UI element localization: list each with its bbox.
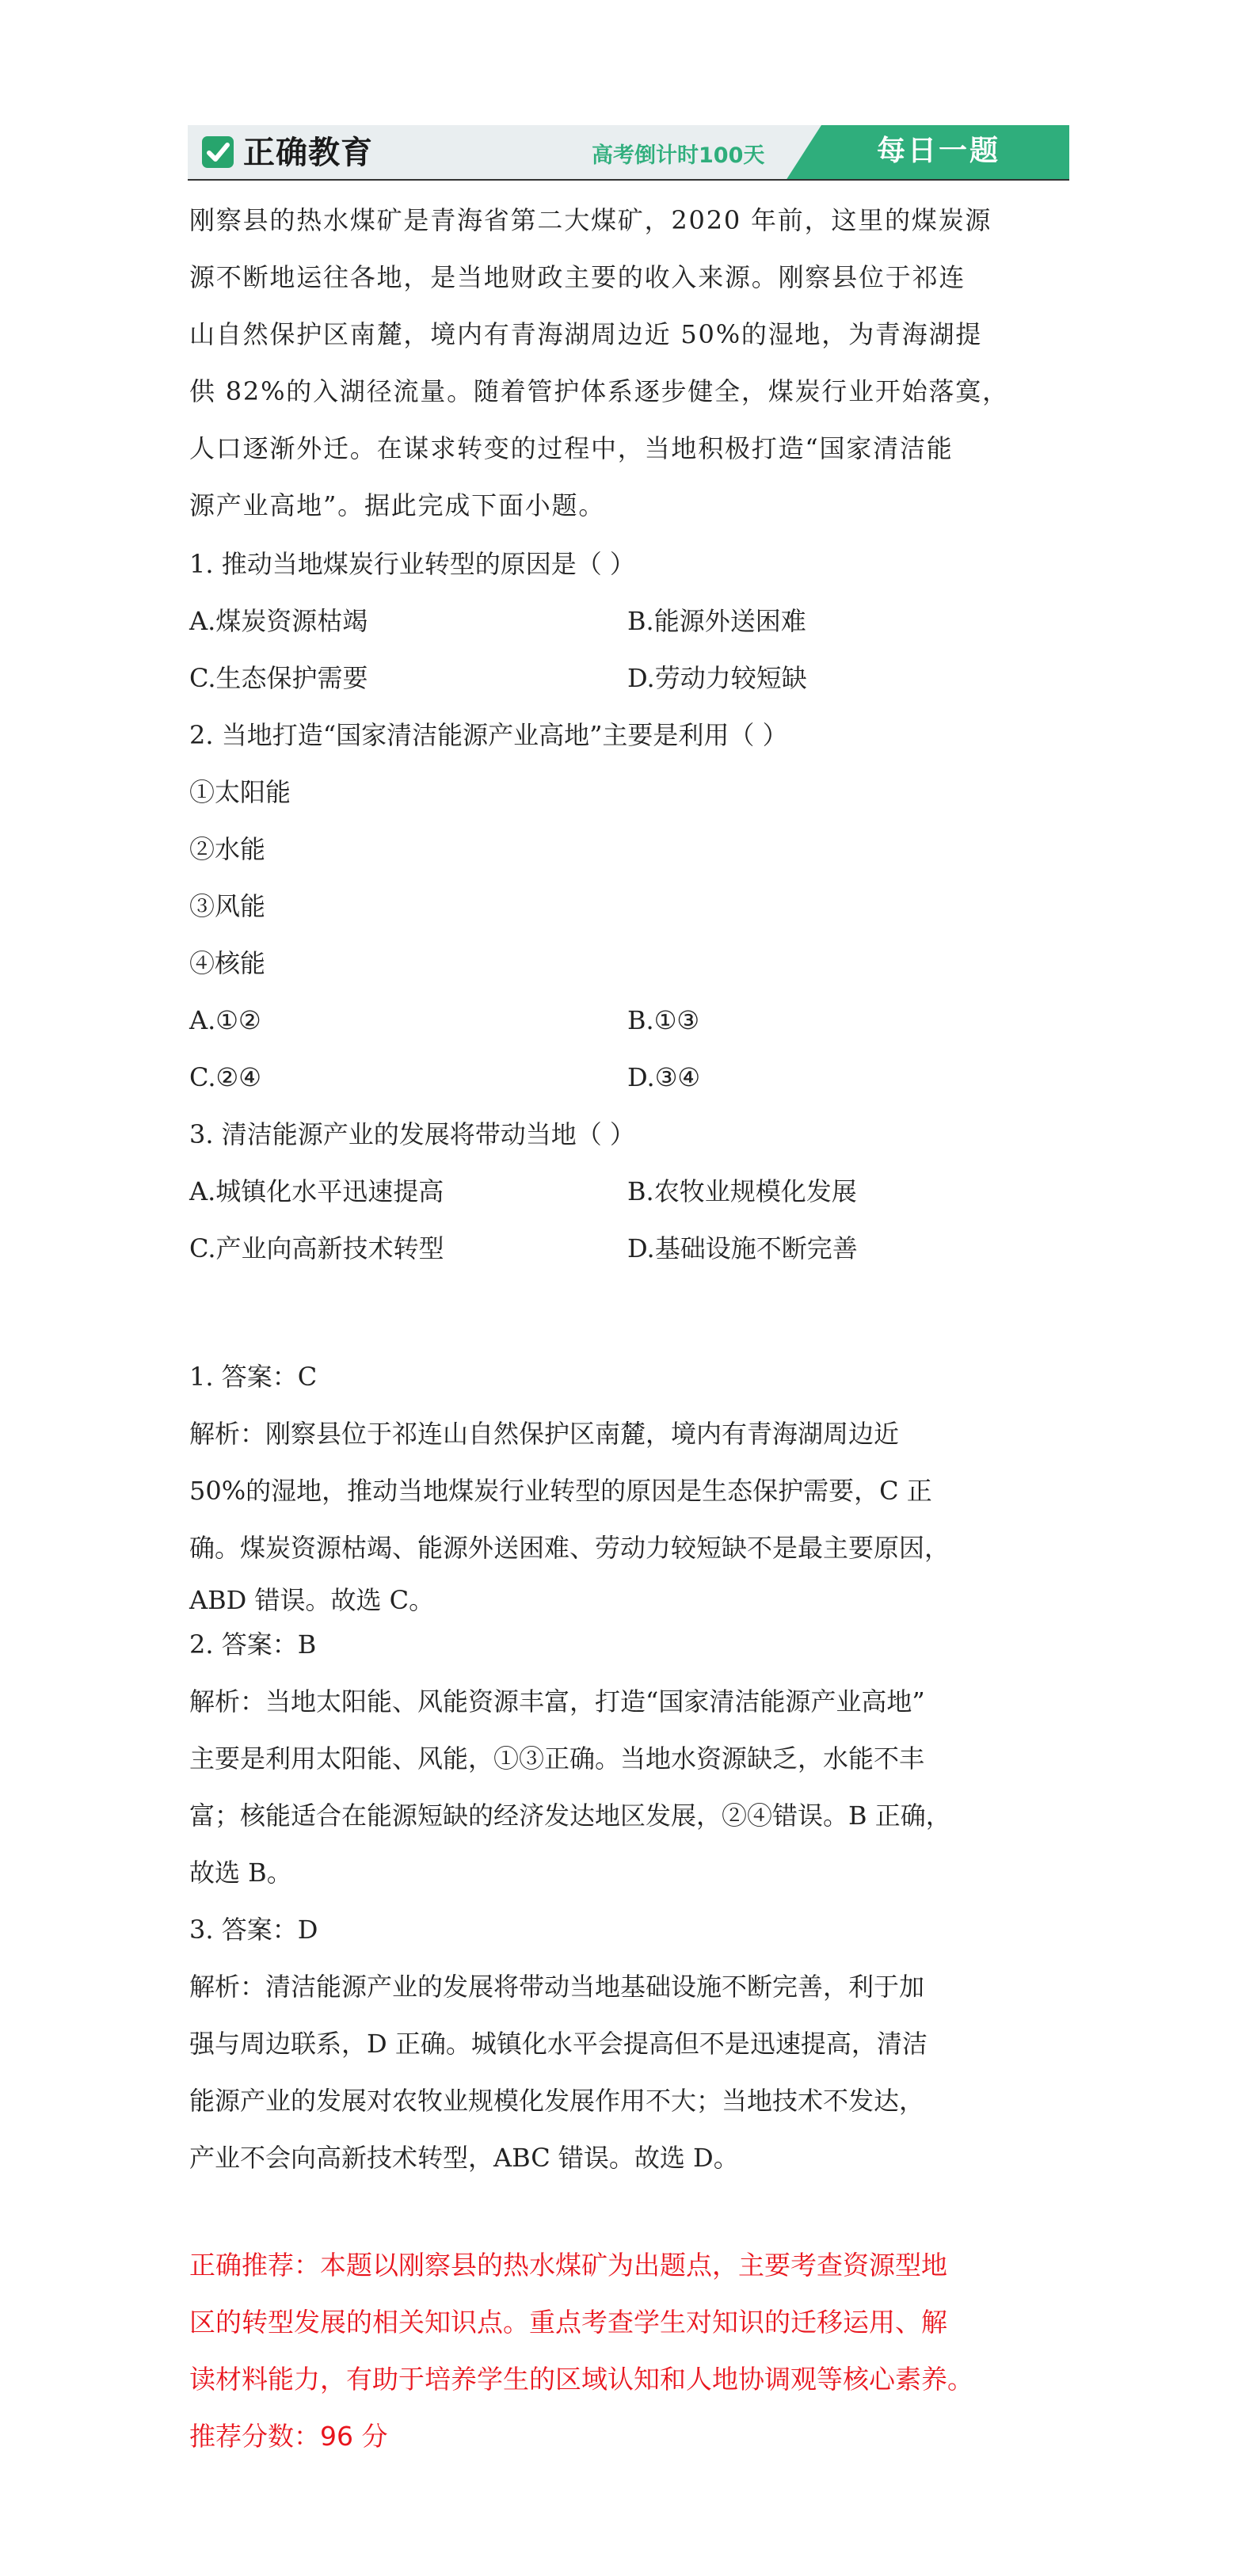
header-banner: [188, 125, 1069, 181]
question-2-stem: 2. 当地打造“国家清洁能源产业高地”主要是利用（ ）: [189, 720, 788, 750]
question-2-option-b: B.①③: [627, 1005, 700, 1035]
recommendation-line: 区的转型发展的相关知识点。重点考查学生对知识的迁移运用、解: [189, 2307, 947, 2338]
question-1-option-a: A.煤炭资源枯竭: [189, 606, 368, 636]
question-2-option-d: D.③④: [627, 1062, 701, 1092]
passage-line: 源产业高地”。据此完成下面小题。: [189, 490, 606, 520]
answer-1-explanation-line: 解析：刚察县位于祁连山自然保护区南麓，境内有青海湖周边近: [189, 1419, 900, 1449]
passage-line: 供 82%的入湖径流量。随着管护体系逐步健全，煤炭行业开始落寞，: [189, 376, 1009, 406]
question-3-option-b: B.农牧业规模化发展: [627, 1176, 857, 1206]
question-2-item: ④核能: [189, 948, 266, 978]
answer-2-explanation-line: 故选 B。: [189, 1858, 292, 1888]
answer-3-explanation-line: 强与周边联系，D 正确。城镇化水平会提高但不是迅速提高，清洁: [189, 2029, 928, 2059]
answer-2-block: [189, 1616, 1068, 1901]
question-2-item: ①太阳能: [189, 777, 291, 807]
question-3-option-d: D.基础设施不断完善: [627, 1233, 858, 1263]
question-1-option-b: B.能源外送困难: [627, 606, 806, 636]
question-2-item: ②水能: [189, 834, 266, 864]
answer-1-title: 1. 答案：C: [189, 1362, 318, 1392]
answer-3-explanation-line: 产业不会向高新技术转型，ABC 错误。故选 D。: [189, 2143, 739, 2173]
passage-line: 山自然保护区南麓，境内有青海湖周边近 50%的湿地，为青海湖提: [189, 319, 983, 349]
question-2-item: ③风能: [189, 891, 266, 921]
question-2-option-a: A.①②: [189, 1005, 261, 1035]
passage-line: 刚察县的热水煤矿是青海省第二大煤矿，2020 年前，这里的煤炭源: [189, 205, 992, 235]
answer-1-explanation-line: 确。煤炭资源枯竭、能源外送困难、劳动力较短缺不是最主要原因，: [189, 1533, 950, 1563]
question-1-option-d: D.劳动力较短缺: [627, 663, 807, 693]
answer-3-explanation-line: 能源产业的发展对农牧业规模化发展作用不大；当地技术不发达，: [189, 2086, 925, 2116]
question-3-option-c: C.产业向高新技术转型: [189, 1233, 444, 1263]
answer-3-block: [189, 1901, 1068, 2186]
passage-line: 人口逐渐外迁。在谋求转变的过程中，当地积极打造“国家清洁能: [189, 433, 954, 463]
answer-2-explanation-line: 主要是利用太阳能、风能，①③正确。当地水资源缺乏，水能不丰: [189, 1743, 925, 1774]
answer-2-explanation-line: 解析：当地太阳能、风能资源丰富，打造“国家清洁能源产业高地”: [189, 1686, 925, 1717]
question-1-stem: 1. 推动当地煤炭行业转型的原因是（ ）: [189, 549, 635, 579]
answer-3-explanation-line: 解析：清洁能源产业的发展将带动当地基础设施不断完善，利于加: [189, 1972, 925, 2002]
recommendation-score: 推荐分数：96 分: [189, 2421, 388, 2452]
daily-question-label: 每日一题: [877, 135, 1001, 167]
answer-2-explanation-line: 富；核能适合在能源短缺的经济发达地区发展，②④错误。B 正确，: [189, 1801, 951, 1831]
answer-2-title: 2. 答案：B: [189, 1629, 317, 1660]
brand-name: 正确教育: [243, 135, 373, 171]
question-3-option-a: A.城镇化水平迅速提高: [189, 1176, 444, 1206]
answer-1-block: [189, 1348, 1068, 1624]
question-1-option-c: C.生态保护需要: [189, 663, 368, 693]
check-logo-icon: [200, 135, 235, 170]
recommendation-line: 读材料能力，有助于培养学生的区域认知和人地协调观等核心素养。: [189, 2364, 973, 2395]
answer-3-title: 3. 答案：D: [189, 1915, 318, 1945]
recommendation-line: 正确推荐：本题以刚察县的热水煤矿为出题点，主要考查资源型地: [189, 2250, 947, 2281]
answer-1-explanation-line: 50%的湿地，推动当地煤炭行业转型的原因是生态保护需要，C 正: [189, 1476, 932, 1506]
exam-countdown: 高考倒计时100天: [592, 143, 765, 168]
reading-passage: [189, 192, 1068, 534]
question-3-stem: 3. 清洁能源产业的发展将带动当地（ ）: [189, 1119, 635, 1149]
header-divider: [188, 179, 1069, 181]
question-2-option-c: C.②④: [189, 1062, 261, 1092]
answer-1-explanation-line: ABD 错误。故选 C。: [189, 1585, 435, 1615]
passage-line: 源不断地运往各地，是当地财政主要的收入来源。刚察县位于祁连: [189, 262, 966, 292]
recommendation-block: [189, 2237, 1084, 2465]
